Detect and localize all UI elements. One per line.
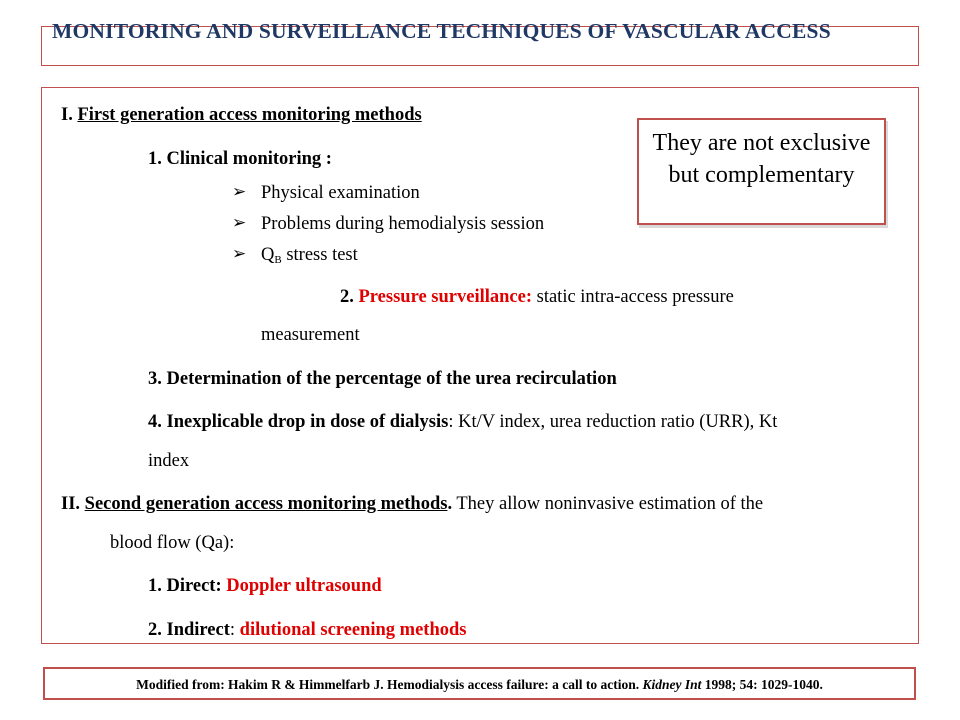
direct-method: Doppler ultrasound: [226, 576, 382, 596]
bullet-hd-problems: Problems during hemodialysis session: [261, 214, 545, 234]
section-2-text: They allow noninvasive estimation of the: [456, 494, 764, 514]
section-1-heading: [61, 105, 422, 126]
section-2-text-continued: blood flow (Qa):: [110, 533, 235, 553]
reference-journal: Kidney Int: [642, 677, 702, 692]
indirect-method: dilutional screening methods: [239, 620, 467, 640]
reference-suffix: 1998; 54: 1029-1040.: [704, 677, 823, 692]
dialysis-dose-line: [148, 412, 777, 433]
pressure-label: Pressure surveillance:: [358, 287, 532, 307]
qb-symbol: Q: [261, 245, 275, 265]
section-2-numeral: II.: [61, 494, 81, 514]
indirect-label: 2. Indirect: [148, 620, 230, 640]
dialysis-dose-label: 4. Inexplicable drop in dose of dialysis: [148, 412, 449, 432]
pressure-text-continued: measurement: [261, 325, 360, 345]
section-2-heading: [61, 494, 763, 515]
section-2-period: .: [447, 494, 453, 514]
arrow-bullet-icon: ➢: [232, 213, 247, 232]
indirect-method-line: [148, 620, 466, 641]
urea-recirculation-item: 3. Determination of the percentage of the urea recirculation: [148, 369, 617, 389]
dialysis-dose-text: : Kt/V index, urea reduction ratio (URR), Kt: [448, 412, 778, 432]
qb-subscript: B: [274, 254, 282, 266]
callout-text: They are not exclusive but complementary: [652, 130, 871, 188]
reference-box: [43, 667, 916, 700]
section-1-title: First generation access monitoring methods: [77, 105, 422, 125]
pressure-text: static intra-access pressure: [536, 287, 734, 307]
page-title: MONITORING AND SURVEILLANCE TECHNIQUES OF VASCULAR ACCESS: [52, 19, 831, 43]
reference-prefix: Modified from: Hakim R & Himmelfarb J. Hemodialysis access failure: a call to action.: [136, 677, 640, 692]
section-1-numeral: I.: [61, 105, 73, 125]
dialysis-dose-text-continued: index: [148, 451, 190, 471]
clinical-monitoring-label: 1. Clinical monitoring :: [148, 149, 332, 169]
pressure-number: 2.: [340, 287, 354, 307]
callout-box: [637, 118, 886, 225]
direct-method-line: [148, 576, 382, 597]
direct-label: 1. Direct:: [148, 576, 222, 596]
indirect-colon: :: [229, 620, 236, 640]
bullet-qb-stress: [261, 245, 358, 266]
bullet-physical-exam: Physical examination: [261, 183, 420, 203]
arrow-bullet-icon: ➢: [232, 244, 247, 263]
pressure-surveillance-line: [340, 287, 734, 308]
arrow-bullet-icon: ➢: [232, 182, 247, 201]
qb-stress-text: stress test: [286, 245, 358, 265]
section-2-title: Second generation access monitoring methods: [84, 494, 448, 514]
